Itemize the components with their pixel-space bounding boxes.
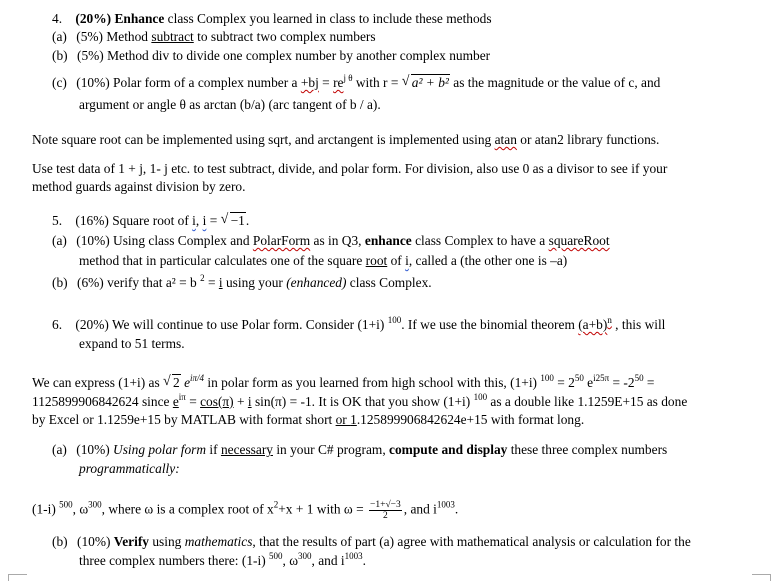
q6-ab: (a+b)	[578, 317, 608, 332]
q5-b-mid2: using your	[222, 275, 287, 290]
nums-mid: , ω	[72, 501, 89, 517]
nums-mid2: , where ω is a complex root of x	[101, 501, 274, 517]
q4-rest: class Complex you learned in class to include these methods	[164, 11, 492, 26]
numbers-line	[32, 500, 458, 521]
q5-a-pre: (10%) Using class Complex and	[76, 233, 253, 248]
q5-a-mid: as in Q3,	[310, 233, 365, 248]
q5-a-mid2: class Complex to have a	[411, 233, 549, 248]
q6-pre: (20%) We will continue to use Polar form. Consider (1+i)	[75, 317, 388, 332]
express-l2-plus: +	[233, 394, 248, 409]
express-e: e	[180, 375, 191, 390]
express-l1-mid: in polar form as you learned from high school with this, (1+i)	[204, 375, 541, 390]
test-line-2: method guards against division by zero.	[32, 179, 246, 194]
q4-number: 4.	[52, 11, 63, 26]
q5-a-label: (a)	[52, 233, 67, 248]
q6b-l2-pre: three complex numbers there: (1-i)	[79, 553, 269, 568]
nums-sup4: 1003	[436, 499, 455, 510]
q6a-bold: compute and display	[389, 442, 508, 457]
q6-post: , this will	[611, 317, 666, 332]
q6a-pct: (10%)	[76, 442, 114, 457]
q4-b-label: (b)	[52, 48, 68, 63]
express-l2-cos: cos(π)	[200, 394, 234, 409]
q6b-using: using	[149, 534, 185, 549]
q4-c-bj: +bj	[300, 75, 319, 90]
express-l1-sup1: 100	[540, 373, 554, 383]
q4-a-text: (5%) Method	[76, 29, 152, 44]
q6b-post: , that the results of part (a) agree with mathematical analysis or calculation for the	[252, 534, 691, 549]
express-l1-eq: = 2	[553, 375, 575, 390]
express-l2-post: as a double like 1.1259E+15 as done	[487, 394, 688, 409]
express-l2-eq: =	[185, 394, 201, 409]
q5-item-b	[52, 274, 432, 291]
q5-a-line2-mid: of	[387, 253, 406, 268]
q5-eq: =	[206, 213, 221, 228]
q4-c-with: with r =	[352, 75, 402, 90]
page-corner-right	[752, 574, 771, 581]
note-post: or atan2 library functions.	[516, 132, 660, 147]
q4-item-c-line2: argument or angle θ as arctan (b/a) (arc tangent of b / a).	[79, 97, 381, 112]
q4-percent: (20%)	[75, 11, 112, 26]
q6b-l2-sup2: 300	[298, 551, 312, 561]
q6-n: n	[607, 315, 612, 325]
q6b-l2-mid: , ω	[282, 553, 299, 568]
q4-c-radicand: a² + b²	[411, 75, 449, 90]
q6b-l2-sup1: 500	[269, 551, 283, 561]
express-l1-post: = -2	[609, 375, 635, 390]
q4-a-subtract: subtract	[151, 29, 194, 44]
express-line-1	[32, 374, 654, 391]
express-l3-num: 1	[350, 412, 357, 427]
q5-b-post: class Complex.	[346, 275, 432, 290]
q5-heading	[52, 212, 249, 229]
q5-i2: i	[202, 213, 207, 228]
q6a-if: if	[206, 442, 221, 457]
nums-end: .	[454, 501, 459, 517]
q4-heading	[52, 10, 492, 27]
express-l2-pre: 1125899906842624 since	[32, 394, 173, 409]
q5-number: 5.	[52, 213, 63, 228]
q5-a-i: i	[405, 253, 409, 268]
q6b-l2-end: .	[362, 553, 366, 568]
q5-a-enhance: enhance	[364, 233, 412, 248]
fraction-denominator: 2	[383, 511, 388, 521]
express-line-3	[32, 411, 584, 428]
q4-enhance: Enhance	[114, 11, 165, 26]
express-l2-esup: iπ	[178, 392, 186, 402]
q6b-l2-mid2: , and i	[311, 553, 345, 568]
q4-a-post: to subtract two complex numbers	[193, 29, 376, 44]
q6a-polar: Using polar form	[113, 442, 207, 457]
q5-radicand: −1	[230, 213, 245, 228]
q6b-line-1	[52, 533, 691, 550]
express-l3-post: .125899906842624e+15 with format long.	[356, 412, 585, 427]
express-l3-or: or	[335, 412, 351, 427]
fraction-numerator: −1+√−3	[370, 500, 401, 510]
note-atan: atan	[494, 132, 517, 147]
q6b-line-2	[79, 552, 366, 569]
nums-sup1: 500	[59, 499, 73, 510]
q4-b-text: (5%) Method div to divide one complex number by another complex number	[76, 48, 491, 63]
q4-c-pre: (10%) Polar form of a complex number a	[76, 75, 301, 90]
express-l2-e: e	[172, 394, 179, 409]
q6a-in: in your C# program,	[272, 442, 390, 457]
q5-sqrt	[221, 212, 246, 229]
q5-pre: (16%) Square root of	[75, 213, 193, 228]
note-pre: Note square root can be implemented using sqrt, and arctangent is implemented using	[32, 132, 495, 147]
q5-item-a	[52, 232, 610, 249]
q4-item-c	[52, 74, 660, 91]
q4-c-eq: =	[318, 75, 334, 90]
page-corner-left	[8, 574, 27, 581]
q6-mid: . If we use the binomial theorem	[401, 317, 579, 332]
q6b-l2-sup3: 1003	[344, 551, 363, 561]
q5-end: .	[245, 213, 250, 228]
express-l1-pre: We can express (1+i) as	[32, 375, 164, 390]
q4-c-label: (c)	[52, 75, 67, 90]
q5-b-label: (b)	[52, 275, 68, 290]
q4-c-exp: j θ	[343, 73, 353, 83]
q4-c-post: as the magnitude or the value of c, and	[449, 75, 661, 90]
express-l1-e2: e	[583, 375, 594, 390]
nums-and: , and i	[403, 501, 437, 517]
express-l1-sup3: i25π	[593, 373, 610, 383]
q4-c-re: re	[333, 75, 344, 90]
express-l2-i: i	[247, 394, 252, 409]
test-line-1: Use test data of 1 + j, 1- j etc. to test subtract, divide, and polar form. For division, also use 0 as a divisor to see if your	[32, 161, 668, 176]
express-l3-pre: by Excel or 1.1259e+15 by MATLAB with format short	[32, 412, 336, 427]
nums-mid3: +x + 1 with ω =	[278, 501, 367, 517]
q5-a-polarform: PolarForm	[252, 233, 311, 248]
express-line-2	[32, 393, 687, 410]
nums-sup3: 2	[273, 499, 279, 510]
q6b-label: (b)	[52, 534, 68, 549]
express-l1-sup4: 50	[634, 373, 644, 383]
q6a-necessary: necessary	[220, 442, 273, 457]
q5-b-enhanced: (enhanced)	[286, 275, 347, 290]
express-esup: iπ/4	[190, 373, 205, 383]
q6a-line-2: programmatically:	[79, 461, 180, 476]
note-paragraph	[32, 131, 659, 148]
q6a-label: (a)	[52, 442, 67, 457]
q6-heading	[52, 316, 665, 333]
q6-line2: expand to 51 terms.	[79, 336, 185, 351]
q5-b-pre: (6%) verify that a² = b	[76, 275, 201, 290]
nums-pre: (1-i)	[32, 501, 60, 517]
express-l2-sin: sin(π) = -1. It is OK that you show (1+i)	[251, 394, 474, 409]
q6b-math: mathematics	[184, 534, 253, 549]
q5-a-root: root	[365, 253, 388, 268]
express-sqrt	[163, 374, 181, 391]
q6-number: 6.	[52, 317, 63, 332]
q4-item-b	[52, 47, 490, 64]
q5-b-sup: 2	[200, 273, 205, 283]
q6a-post: these three complex numbers	[507, 442, 668, 457]
q5-a-line2-post: , called a (the other one is –a)	[408, 253, 568, 268]
q5-item-a-line2	[79, 252, 567, 269]
q5-i: i	[192, 213, 196, 228]
q6a-line-1	[52, 441, 667, 458]
express-radicand: 2	[173, 375, 180, 390]
q6b-verify: Verify	[113, 534, 149, 549]
q4-a-label: (a)	[52, 29, 67, 44]
express-l1-sup2: 50	[574, 373, 584, 383]
q6-sup: 100	[387, 315, 402, 325]
q5-b-mid: =	[204, 275, 219, 290]
omega-fraction	[369, 500, 402, 521]
express-l1-end: =	[643, 375, 655, 390]
q4-c-sqrt	[402, 74, 450, 91]
express-l2-sup: 100	[473, 392, 488, 402]
q6b-pct: (10%)	[76, 534, 114, 549]
nums-sup2: 300	[88, 499, 102, 510]
q4-item-a	[52, 28, 376, 45]
q5-a-squareroot: squareRoot	[548, 233, 610, 248]
q5-b-i: i	[218, 275, 223, 290]
q5-a-line2-pre: method that in particular calculates one of the square	[79, 253, 366, 268]
q5-comma: ,	[195, 213, 203, 228]
